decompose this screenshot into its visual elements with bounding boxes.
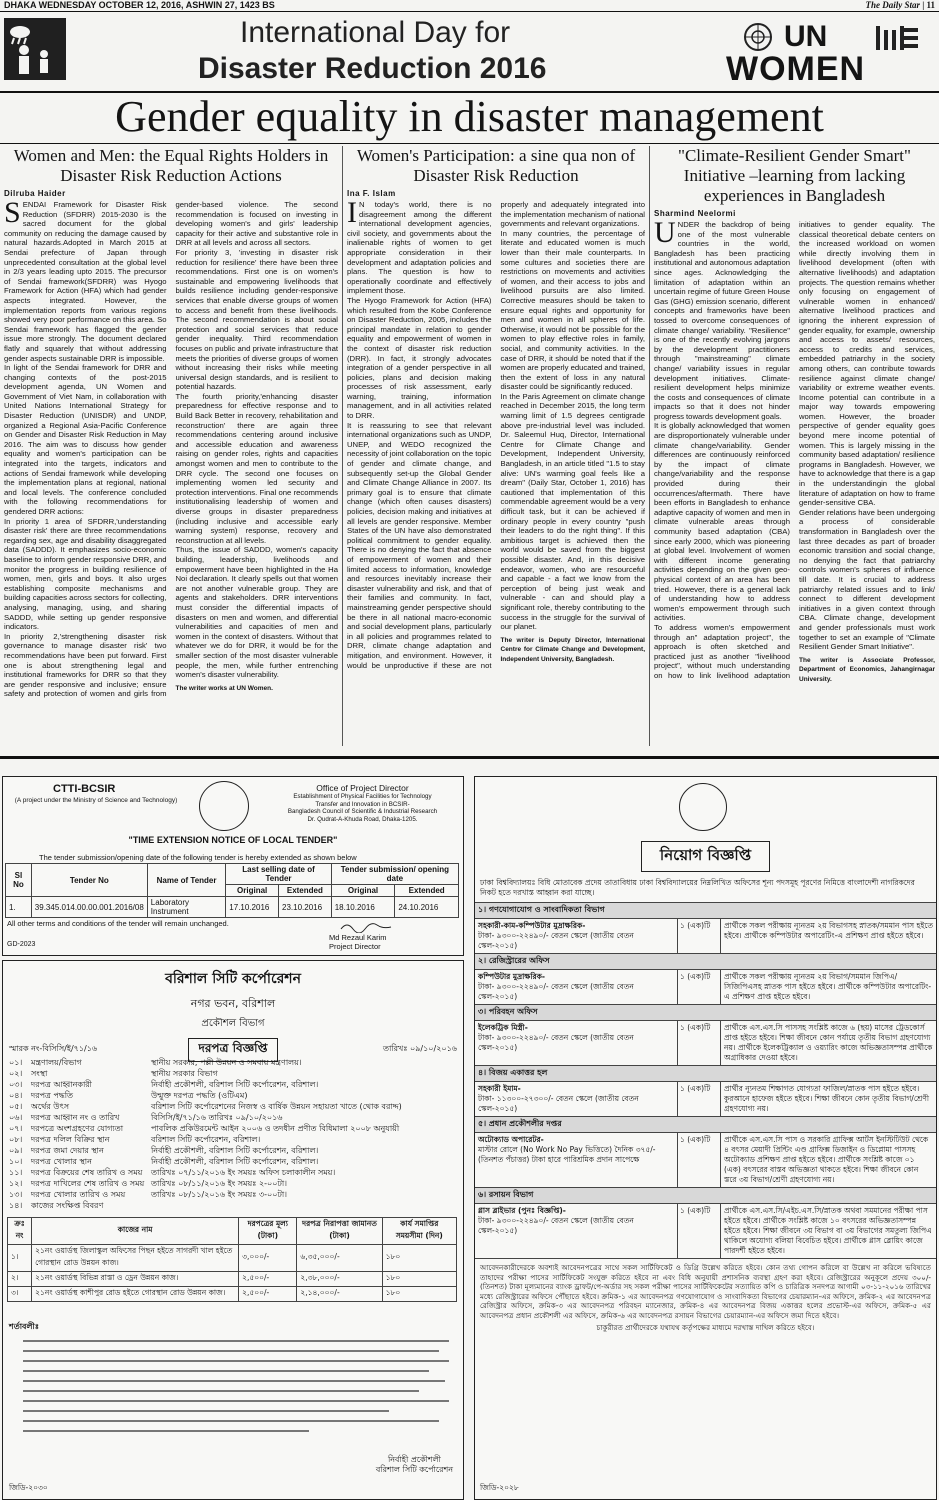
post-title: অটোক্যাড অপারেটর- [478, 1135, 544, 1144]
section-rule [0, 756, 939, 759]
job-notice-ad [474, 776, 937, 1500]
banner-line-2: Disaster Reduction 2016 [198, 52, 547, 85]
cell: ১৮০ [382, 1245, 456, 1272]
paragraph: In priority 2,'strengthening disaster risk governance to manage disaster risk' two recommendations have been put forward. First one is about strengthening legal and institutional frameworks for DRR so that they are gender responsive and inclusive; ensure safety and protection of women and girls from gender-based violence. The second recommendation is focused on investing in developing women's and girls' leadership capacity for their active and substantive role in DRR at all levels and across all sectors. [4, 200, 338, 699]
paragraph: In light of the Sendai framework for DRR and changing contexts of the post-2015 development agenda, UN Women and Government of Viet Nam, in collaboration with United Nations International Strategy for Disaster Reduction (UNISDR) and UNDP, organized a Regional Asia-Pacific Conference on Gender and Disaster Risk Reduction in May 2016. The aim was to discuss how gender equality and women's participation can be integrated into the targets, indicators and actions of Sendai framework while developing the implementation plans at regional, national and local levels. The conference concluded with the following recommendations for gendered DRR actions: [4, 363, 167, 516]
office-line: Bangladesh Council of Scientific & Industrial Research [287, 808, 438, 815]
row-value: উন্মুক্ত দরপত্র পদ্ধতি (ওটিএম) [151, 1091, 248, 1100]
post-count: ১ (এক)টি [678, 919, 721, 953]
row-label: দরপত্র বিক্রয়ের শেষ তারিখ ও সময় [31, 1168, 143, 1177]
row-no: ১১। [9, 1168, 23, 1177]
row-value: তারিখঃ ০৮/১১/২০১৬ ইং সময়ঃ ৩-০০টা। [151, 1190, 288, 1199]
cell: ১। [8, 1245, 32, 1272]
article-2 [347, 146, 645, 742]
post-title: কম্পিউটার মুদ্রাক্ষরিক- [478, 972, 545, 981]
tender-notice-ad [2, 776, 464, 956]
job-row [475, 1081, 936, 1116]
writer-note: The writer works at UN Women. [175, 684, 273, 692]
row-value: তারিখঃ ০৭/১১/২০১৬ ইং সময়ঃ অফিস চলাকালীন সময়। [151, 1168, 336, 1177]
row-no: ১০। [9, 1157, 23, 1166]
cell: ২,৫০০/- [239, 1272, 297, 1287]
requirements: প্রার্থীর ন্যূনতম শিক্ষাগত যোগ্যতা ফাজিল/স্নাতক পাস হইতে হইবে। কুরআনে হাফেজ হইতে হইবে। শিক্ষা জীবনে কোন তৃতীয় বিভাগ/শ্রেণী গ্রহণযোগ্য নয়। [724, 1084, 930, 1113]
row-label: মন্ত্রণালয়/বিভাগ [31, 1058, 82, 1067]
col-header: দরপত্রের মূল্য (টাকা) [239, 1218, 297, 1245]
paragraph: The Hyogo Framework for Action (HFA) which resulted from the Kobe Conference on Disaster Reduction, 2005, includes the principal mandate in relation to gender equality and empowerment of women in the context of disaster risk reduction (DRR). In fact, it strongly advocates integration of a gender perspective in all policies, plans and decision making processes of risk assessment, early warning, training, information management, and in all activities related to DRR. [347, 295, 492, 421]
paragraph: It is reassuring to see that relevant international organizations such as UNDP, UNEP, and WEDO recognized the necessity of joint collaboration on the topic of gender and climate change, and subsequently set-up the Global Gender and Climate Change Alliance in 2007. Its primary goal is to ensure that climate change (which often causes disasters) policies, decision making and initiatives at all levels are gender responsive. Member States of the UN have also demonstrated political commitment to gender equality. There is no denying the fact that absence of empowerment of women and their limited access to information, knowledge and resources inevitably increase their disaster vulnerability and risk, and that of their families and community. In fact, mainstreaming gender perspective should be there in all national macro-economic and social development plans, particularly in all policies and programmes related to DRR, climate change adaptation and mitigation, and environment. However, it would be unproductive if these are not properly and adequately integrated into the implementation mechanism of national governments and relevant organizations. [347, 200, 645, 670]
post-title: সহকারী ইমাম- [478, 1084, 521, 1093]
writer-note: The writer is Deputy Director, International Centre for Climate Change and Development, Independent University, Bangladesh. [500, 636, 645, 663]
cell: ২,১৪,০০০/- [297, 1287, 382, 1302]
section-head: ২। রেজিস্ট্রারের অফিস [475, 953, 936, 969]
row-label: কাজের সংক্ষিপ্ত বিবরণ [31, 1201, 104, 1210]
banner-line-1: International Day for [240, 16, 511, 49]
byline: Dilruba Haider [4, 189, 66, 198]
section-head: ৪। বিজয় একাত্তর হল [475, 1065, 936, 1081]
office-block [265, 783, 460, 823]
row-label: দরপত্র পদ্ধতি [31, 1091, 74, 1100]
info-row [9, 1156, 457, 1167]
office-line: Establishment of Physical Facilities for Technology [293, 793, 432, 800]
cell: ২,৫০০/- [239, 1287, 297, 1302]
table-row [6, 897, 459, 918]
signatory [329, 933, 387, 951]
row-no: ০৯। [9, 1146, 23, 1155]
job-row [475, 1132, 936, 1187]
post-count: ১ (এক)টি [678, 970, 721, 1004]
job-row [475, 969, 936, 1004]
section-head: ৩। পরিবহন অফিস [475, 1004, 936, 1020]
people-umbrella-icon [4, 18, 66, 80]
cell: 24.10.2016 [395, 897, 459, 918]
job-footer-2: চাকুরীরত প্রার্থীদেরকে যথাযথ কর্তৃপক্ষের মাধ্যমে দরখাস্ত দাখিল করিতে হইবে। [596, 1323, 815, 1332]
requirements: প্রার্থীকে এস.এস.সি/এইচ.এস.সি/স্নাতক অথবা সমমানের পরীক্ষা পাস হইতে হইবে। প্রার্থীকে সংশ্লিষ্ট কাজে ১০ বৎসরের অভিজ্ঞতাসম্পন্ন হইতে হইবে। শিক্ষা জীবনে ৩য় বিভাগ বা ৩য় বিভাগের সমতুল্য জিপিএ থাকিলে অযোগ্য বলিয়া বিবেচিত হইবে। প্রার্থীকে গ্লাস ব্লোয়িং কাজে পারদর্শী হইতে হইবে। [724, 1206, 932, 1255]
row-label: সংস্থা [31, 1069, 48, 1078]
job-section [475, 1187, 936, 1259]
banner [0, 12, 939, 90]
cell: ৩। [8, 1287, 32, 1302]
post-title: গ্লাস ব্লাইভার (পুনঃ বিজ্ঞপ্তি)- [478, 1206, 566, 1215]
headline-rule [0, 143, 939, 144]
writer-note: The writer is Associate Professor, Department of Economics, Jahangirnagar University. [799, 656, 935, 683]
col-header: Name of Tender [147, 864, 226, 897]
row-value: নির্বাহী প্রকৌশলী, বরিশাল সিটি কর্পোরেশন, বরিশাল। [151, 1146, 319, 1155]
cell: ২১নং ওয়ার্ডস্থ কাশীপুর রোড হইতে গোরস্থান রোড উন্নয়ন কাজ। [32, 1287, 239, 1302]
cell: ১৮০ [382, 1287, 456, 1302]
tender-note: All other terms and conditions of the tender will remain unchanged. [7, 919, 229, 928]
section-head: ৫। প্রধান প্রকৌশলীর দপ্তর [475, 1116, 936, 1132]
job-row [475, 1203, 936, 1259]
requirements: প্রার্থীকে সকল পরীক্ষায় ন্যূনতম ২য় বিভাগসহ স্নাতক/সমমান পাস হইতে হইবে। প্রার্থীকে কম্পিউটার অপারেটিং-এ প্রশিক্ষণ প্রাপ্ত হইতে হইবে। [724, 921, 934, 940]
pay-scale: টাকা- ৯৩০০-২২৪৯০/- বেতন স্কেলে (জাতীয় বেতন স্কেল-২০১৫) [478, 1216, 634, 1235]
paragraph: Thus, the issue of SADDD, women's capacity building, leadership, livelihoods and empowerment have been highlighted in the Ha Noi declaration. It clearly spells out that women are not another vulnerable group. They are agents and stakeholders. DRR interventions must consider the differential impacts of disasters on men and women, and differential vulnerabilities and capacities of men and women in the context of disasters. Without that whatever we do for DRR, it would be for the smaller section of the most disaster vulnerable people, the men, while further entrenching women's disaster vulnerability. [175, 545, 338, 680]
info-row [9, 1079, 457, 1090]
tender-title: "TIME EXTENSION NOTICE OF LOCAL TENDER" [128, 835, 338, 845]
tender-intro: The tender submission/opening date of the following tender is hereby extended as shown below [39, 853, 357, 862]
post-count: ১ (এক)টি [678, 1133, 721, 1187]
paragraph: In priority 1 area of SFDRR,'understanding disaster risk' there are three recommendations regarding sex, age and disability disaggregated data (SADDD). It emphasizes socio-economic baseline to inform gender responsive DRR, and monitor the progress in building resilience of women, men, girls and boys. It also urges establishing composite mechanisms and building capacities across sectors for collecting, analysing, managing, using, and sharing SADDD, while setting up gender responsive indicators. [4, 516, 167, 632]
paragraph: In the Paris Agreement on climate change reached in December 2015, the long term warning limit of 1.5 degrees centigrade above pre-industrial level was included. Dr. Saleemul Huq, Director, International Centre for Climate Change and Development, Independent University, Bangladesh, in an article titled "1.5 to stay alive: UN's warming goal feels like a dream" (Daily Star, October 1, 2016) has cautioned that implementation of this commendable agreement would be a very difficult task, but it can be achieved if ordinary people in every country "push their leaders to do the right thing". If this ambitious target is achieved then the world would be saved from the biggest possible disaster. And, in this decisive endeavor, women, who are resourceful and capable - a fact we know from the perception of being just weak and vulnerable - can and should play a significant role, thereby contributing to the success in the struggle for the survival of our planet. [500, 391, 645, 632]
col-header: দরপত্র নিরাপত্তা জামানত (টাকা) [297, 1218, 382, 1245]
drop-cap: I [347, 196, 357, 229]
article-title: "Climate-Resilient Gender Smart" Initiative –learning from lacking experiences in Bangladesh [678, 146, 911, 205]
requirements: প্রার্থীকে এস.এস.সি পাসসহ সংশ্লিষ্ট কাজে ৬ (ছয়) মাসের ট্রেডকোর্স প্রাপ্ত হইতে হইবে। শিক্ষা জীবনে কোন পর্যায়ে তৃতীয় বিভাগ গ্রহণযোগ্য নয়। প্রার্থীকে ইলেকট্রিক্যাল ও ওয়্যারিং কাজে অভিজ্ঞতাসম্পন্ন প্রার্থীকে অগ্রাধিকার দেওয়া হইবে। [724, 1023, 933, 1062]
article-3 [654, 146, 935, 742]
masthead [0, 0, 939, 11]
row-label: অর্থের উৎস [31, 1102, 70, 1111]
cell: ৩,০০০/- [239, 1245, 297, 1272]
article-1 [4, 146, 338, 742]
row-value: নির্বাহী প্রকৌশলী, বরিশাল সিটি কর্পোরেশন, বরিশাল। [151, 1080, 319, 1089]
post-count: ১ (এক)টি [678, 1021, 721, 1065]
info-row [9, 1123, 457, 1134]
row-no: ১৪। [9, 1201, 23, 1210]
logo-un: UN [784, 20, 828, 53]
works-table [7, 1217, 457, 1302]
paragraph: To address women's empowerment through an" adaptation project", the approach is often sketched and practiced just as another "livelihood project", without much understanding on how to link livelihood adaptation initiatives to gender equality. The classical theoretical debate centers on the increased workload on women while directly involving them in livelihood development (often with alternative livelihoods) and adaptation projects. The question remains whether only focusing on engagement of vulnerable women in enhanced/ alternative livelihood practices and ignoring the inherent expression of gender equality, for example, ownership and access to assets/ resources, access to credits and services, embedded patriarchy in the society among others, can contribute towards resilience against climate change/ variability or extreme weather events. Income potential can contribute in a major way towards empowering women. However, the broader perspective of gender equality goes beyond mere income potential of women. This is largely missing in the community based adaptation/ resilience programs in Bangladesh. However, we have to acknowledge that there is a gap in the understandingin the global literature of adaptation on how to frame gender-sensitive CBA. [654, 220, 935, 680]
row-label: দরপত্র জমা দেয়ার স্থান [31, 1146, 104, 1155]
job-section [475, 1065, 936, 1116]
tender-table [5, 863, 459, 918]
col-header: কাজের নাম [32, 1218, 239, 1245]
corp-title: বরিশাল সিটি কর্পোরেশন [165, 971, 301, 987]
job-intro: ঢাকা বিশ্ববিদ্যালয়ঃ বিধি মোতাবেক প্রদেয় তাতাবিধায় ঢাকা বিশ্ববিদ্যালয়ের নিম্নলিখিত অফিসের শূন্য পদসমূহ পূরণের নিমিত্তে বাংলাদেশী নাগরিকদের নিকট হতে দরখাস্ত আহ্বান করা যাচ্ছে। [480, 878, 915, 897]
info-list [9, 1057, 457, 1211]
info-row [9, 1090, 457, 1101]
col-header: Tender No [31, 864, 147, 897]
info-row [9, 1167, 457, 1178]
page-headline: Gender equality in disaster management [115, 92, 824, 141]
page-number: 11 [926, 0, 935, 10]
office-address [265, 793, 460, 823]
sub-header: Original [331, 885, 395, 897]
office-title: Office of Project Director [316, 783, 409, 793]
pay-scale: মাস্টার রোলে (No Work No Pay ভিত্তিতে) দৈনিক ৩৭৫/- (তিনশত পঁচাত্তর) টাকা হারে পারিশ্রমিক প্রদান সাপেক্ষে [478, 1145, 656, 1164]
pay-scale: টাকা- ৯৩০০-২২৪৯০/- বেতন স্কেলে (জাতীয় বেতন স্কেল-২০১৫) [478, 931, 634, 950]
sign-name: Md Rezaul Karim [329, 933, 387, 942]
tender-org: CTTI-BCSIR [53, 783, 116, 795]
notice-title: দরপত্র বিজ্ঞপ্তি [188, 1038, 279, 1062]
paragraph: For priority 3, 'investing in disaster risk reduction for resilience' there have been three recommendations. First one is on women's sustainable and empowering livelihoods that builds resilience including gender-responsive services that enable diverse groups of women to access and benefit from these livelihoods. The second recommendation is about social protection and social services that reduce gender inequality. Third recommendation focuses on public and private infrastructure that meets the priorities of diverse groups of women without increasing their risks while meeting universal design standards, and is resilient to potential hazards. [175, 247, 338, 392]
col-header: Tender submission/ opening date [331, 864, 458, 885]
row-value: বিসিসি/ই/৭১/১৬ তারিখঃ ০৯/১০/২০১৬ [151, 1113, 283, 1122]
section-head: ৬। রসায়ন বিভাগ [475, 1187, 936, 1203]
paragraph: In many countries, the percentage of literate and educated women is much lower than their male counterparts. In some cultures and societies there are restrictions on movements and activities of women, and their access to jobs and livelihood pursuits are also limited. Corrective measures should be taken to ensure equal rights and opportunity for men and women in all spheres of life. Otherwise, it would not be possible for the women to play effective roles in family, social, and community activities. In the case of DRR, it should be noted that if the women are properly educated and trained, then the extent of loss in any natural disaster could be significantly reduced. [500, 228, 645, 392]
row-value: বরিশাল সিটি কর্পোরেশন, বরিশাল। [151, 1135, 261, 1144]
paragraph: NDER the backdrop of being one of the most vulnerable countries in the world, Bangladesh has been practicing institutional and autonomous adaptation since ages. Acknowledging the limitation of adaptation within an uncertain regime of future Green House Gas (GHG) emission scenario, different concepts and frameworks have been tossed to overcome consequences of climate change/ variability. "Resilience" is one of the recently evolving jargons by the development practitioners through "mainstreaming" climate change/ variability issues in regular development initiatives. Climate-resilient development helps minimize the costs and consequences of climate impacts so that it does not hinder progress towards development goals. [654, 220, 790, 421]
row-no: ১৩। [9, 1190, 23, 1199]
cell: 17.10.2016 [226, 897, 279, 918]
article-body [654, 216, 935, 685]
sign-title: Project Director [329, 942, 381, 951]
ad-code: জিডি-২০৩০ [9, 1483, 48, 1492]
bcsir-seal-icon [199, 781, 249, 831]
info-row [9, 1101, 457, 1112]
memo-no: স্মারক নং-বিসিসি/ই/৭১/১৬ [9, 1044, 98, 1053]
info-row [9, 1057, 457, 1068]
byline: Sharmind Neelormi [654, 209, 736, 218]
pay-scale: টাকা- ৯৩০০-২২৪৯০/- বেতন স্কেলে (জাতীয় বেতন স্কেল-২০১৫) [478, 982, 634, 1001]
cell: ২। [8, 1272, 32, 1287]
row-label: দরপত্র দলিল বিক্রির স্থান [31, 1135, 110, 1144]
row-no: ০২। [9, 1069, 23, 1078]
info-row [9, 1189, 457, 1200]
un-emblem-icon [736, 22, 780, 52]
job-section [475, 1004, 936, 1065]
cell: 1. [6, 897, 32, 918]
article-title: Women and Men: the Equal Rights Holders in Disaster Risk Reduction Actions [13, 146, 329, 185]
corp-address: নগর ভবন, বরিশাল [190, 997, 276, 1010]
paragraph: ENDAI Framework for Disaster Risk Reduction (SFDRR) 2015-2030 is the sacred document for the global community on reducing the damage caused by natural hazards.Adopted in March 2015 at Sendai prefecture of Japan through unprecedented consultation at the global level in 2/3 years leading upto 2015. The precursor of Sendai framework(SFDRR) was Hyogo Framework for Action (HFA) which had gender aspects integrated. However, the implementation reports from various regions showed very poor performance on this area. So Sendai framework has flagged the gender issue more strongly. The document declared flatly and squarely that without addressing gender aspects sustainable DRR is impossible. [4, 200, 167, 363]
requirements: প্রার্থীকে এস.এস.সি পাস ও সরকারি গ্রাফিক্স আর্টস ইনস্টিটিউট থেকে ৪ বৎসর মেয়াদী প্রিন্টিং এণ্ড গ্রাফিক্স ডিজাইন ও ডিপ্লোমা পাসসহ অটোক্যাড প্রশিক্ষণ প্রাপ্ত হইতে হইবে। প্রার্থীকে সংশ্লিষ্ট কাজে ০১ (এক) বৎসরের বাস্তব অভিজ্ঞতা থাকতে হইবে। শিক্ষা জীবনে কোন স্তরে ৩য় বিভাগ/শ্রেণী গ্রহণযোগ্য নয়। [724, 1135, 929, 1184]
page-number-block: The Daily Star | 11 [865, 0, 935, 10]
row-label: দরপত্রে অংশগ্রহণের যোগ্যতা [31, 1124, 124, 1133]
post-count: ১ (এক)টি [678, 1082, 721, 1116]
cell: 18.10.2016 [331, 897, 395, 918]
cell: ২১নং ওয়ার্ডস্থ জিলাস্কুল অফিসের পিছন হইতে সাগরদী খাল হইতে গোরস্থান রোড উন্নয়ন কাজ। [32, 1245, 239, 1272]
row-label: দরপত্র আহ্বান নং ও তারিখ [31, 1113, 120, 1122]
conditions-text-placeholder [9, 1335, 455, 1435]
sub-header: Extended [279, 885, 332, 897]
row-no: ০৩। [9, 1080, 23, 1089]
row-label: দরপত্র দাখিলের শেষ তারিখ ও সময় [31, 1179, 145, 1188]
conditions-title: শর্তাবলীঃ [9, 1322, 40, 1331]
pay-scale: টাকা- ৯৩০০-২২৪৯০/- বেতন স্কেলে (জাতীয় বেতন স্কেল-২০১৫) [478, 1033, 634, 1052]
paragraph: It is globally acknowledged that women are disproportionately vulnerable under climate change/variability. Gender differences are continuously reinforced by the impact of climate change/variability and the response provided during their occurrences/aftermath. There have been efforts in Bangladesh to enhance adaptive capacity of women and men in climate vulnerable areas through community based adaptation (CBA) since early 2000, which was pioneering at global level. Involvement of women with different income generating activities depending on the given geo-physical context of an area has been tried. However, there is a general lack of understanding how to address women's empowerment through such activities. [654, 421, 790, 623]
table-row [8, 1287, 457, 1302]
info-row [9, 1068, 457, 1079]
ad-code: GD-2023 [7, 941, 36, 948]
row-value: স্থানীয় সরকার, পল্লী উন্নয়ন ও সমবায় মন্ত্রণালয়। [151, 1058, 302, 1067]
job-section [475, 902, 936, 953]
paragraph: The fourth priority,'enhancing disaster preparedness for effective response and to Build Back Better in recovery, rehabilitation and reconstruction' there are again three recommendations centering around inclusive and accessible education and awareness raising on gender roles, rights and capacities amongst women and men to contribute to the DRR cycle. The second one focuses on implementing women led security and protection interventions. Final one recommends institutionalising leadership of women and diverse groups in disaster preparedness (including inclusive and accessible early warning system) response, recovery and reconstruction at all levels. [175, 391, 338, 545]
dateline: DHAKA WEDNESDAY OCTOBER 12, 2016, ASHWIN 27, 1423 BS [4, 0, 275, 10]
corp-signatory [376, 1455, 453, 1475]
logo-women: WOMEN [726, 50, 866, 88]
cell: 23.10.2016 [279, 897, 332, 918]
info-row [9, 1200, 457, 1211]
cell: Laboratory Instrument [147, 897, 226, 918]
row-value: পাবলিক প্রকিউরমেন্ট আইন ২০০৬ ও তদধীন প্রণীত বিধিমালা ২০০৮ অনুযায়ী [151, 1124, 400, 1133]
tender-org-sub: (A project under the Ministry of Science and Technology) [14, 797, 178, 804]
paragraph: Gender relations have been undergoing a process of considerable transformation in Bangladesh over the last three decades as part of broader economic transition and social change, no denying the fact that patriarchy controls women's spheres of influence till date. It is crucial to address patriarchy related issues and to link/ connect to different development initiatives in a given context through CBA. Climate change, development and gender professionals must work together to set an example of "Climate Resilient Gender Smart Initiative". [799, 507, 935, 652]
cell: ২,৩৮,০০০/- [297, 1272, 382, 1287]
university-seal-icon [679, 783, 727, 831]
drop-cap: U [654, 216, 676, 249]
job-row [475, 1020, 936, 1065]
row-value: নির্বাহী প্রকৌশলী, বরিশাল সিটি কর্পোরেশন, বরিশাল। [151, 1157, 319, 1166]
col-header: Last selling date of Tender [226, 864, 331, 885]
row-value: স্থানীয় সরকার বিভাগ [151, 1069, 218, 1078]
job-footer: আবেদনকারীদেরকে অবশ্যই আবেদনপত্রের সাথে সকল সার্টিফিকেট ও ডিগ্রি উল্লেখ করিতে হইবে। কোন তথ্য গোপন করিলে বা উল্লেখ না করিলে ভবিষ্যতে তাহাদের পরীক্ষা পাসের সার্টিফিকেট সংযুক্ত করিতে হইবে না এবং বিধি অনুযায়ী প্রশাসনিক ব্যবস্থা গ্রহণ করা হইবে। রেজিস্ট্রারের অনুকূলে প্রদেয় ৩০০/- (তিনশত) টাকা মূল্যমানের ব্যাংক ড্রাফট/পে-অর্ডার সহ সকল পরীক্ষা পাসের সার্টিফিকেটের সত্যায়িত কপি ও চারিত্রিক সনদপত্র আগামী ০৩-১১-২০১৬ তারিখের মধ্যে রেজিস্ট্রারের অফিসে পৌঁছাতে হইবে। ক্রমিক-১ এর আবেদনপত্র গণযোগাযোগ ও সাংবাদিকতা বিভাগের চেয়ারম্যান-এর অফিসে, ক্রমিক-২ এর আবেদনপত্র রেজিস্ট্রার অফিসে, ক্রমিক-৩ এর আবেদনপত্র পরিবহন ম্যানেজার, ক্রমিক-৪ এর আবেদনপত্র বিজয় একাত্তর হলের প্রভোস্ট-এর অফিসে, ক্রমিক-৫ এর আবেদনপত্র প্রধান প্রকৌশলী এর অফিসে, ক্রমিক-৬ এর আবেদনপত্র রসায়ন বিভাগের চেয়ারম্যান-এর অফিসে জমা দিতে হইবে। [480, 1263, 931, 1320]
row-label: দরপত্র আহ্বানকারী [31, 1080, 92, 1089]
office-line: Transfer and Innovation in BCSIR- [315, 800, 410, 808]
table-row [8, 1272, 457, 1287]
notice-title: নিয়োগ বিজ্ঞপ্তি [641, 841, 770, 872]
cell: ২১নং ওয়ার্ডস্থ বিভিন্ন রাস্তা ও ড্রেন উন্নয়ন কাজ। [32, 1272, 239, 1287]
row-no: ০৬। [9, 1113, 23, 1122]
table-row [8, 1245, 457, 1272]
section-head: ১। গণযোগাযোগ ও সাংবাদিকতা বিভাগ [475, 902, 936, 918]
article-title: Women's Participation: a sine qua non of Disaster Risk Reduction [356, 146, 636, 185]
row-value: বরিশাল সিটি কর্পোরেশনের নিজস্ব ও বার্ষিক উন্নয়ন সহায়তা খাতে (থোক বরাদ্দ) [151, 1102, 402, 1111]
sign-org: বরিশাল সিটি কর্পোরেশন [375, 1465, 453, 1474]
column-divider [342, 146, 343, 746]
byline: Ina F. Islam [347, 189, 396, 198]
info-row [9, 1145, 457, 1156]
un-women-mark-icon [874, 24, 920, 54]
cell: ১৮০ [382, 1272, 456, 1287]
row-label: দরপত্র খোলার তারিখ ও সময় [31, 1190, 126, 1199]
paragraph: N today's world, there is no disagreement among the different international development agencies, civil society, and governments about the inalienable rights of women to get appropriate consideration in their development and adaptation policies and plans. The question is how to operationally coordinate and effectively implement those. [347, 200, 492, 296]
row-label: দরপত্র খোলার স্থান [31, 1157, 92, 1166]
row-no: ১২। [9, 1179, 23, 1188]
row-no: ০১। [9, 1058, 23, 1067]
row-no: ০৫। [9, 1102, 23, 1111]
sub-header: Extended [395, 885, 459, 897]
post-title: ইলেকট্রিক মিস্ত্রী- [478, 1023, 528, 1032]
article-body [347, 196, 645, 670]
info-row [9, 1112, 457, 1123]
pay-scale: টাকা- ১১৩০০-২৭৩০০/- বেতন স্কেলে (জাতীয় বেতন স্কেল-২০১৫) [478, 1094, 639, 1113]
signature-icon [339, 921, 399, 933]
article-body [4, 196, 338, 699]
cell: 39.345.014.00.00.001.2016/08 [31, 897, 147, 918]
un-women-logo [724, 22, 934, 86]
job-section [475, 953, 936, 1004]
paper-name: The Daily Star [865, 0, 920, 10]
job-row [475, 918, 936, 953]
post-count: ১ (এক)টি [678, 1204, 721, 1258]
col-header: ক্রঃ নং [8, 1218, 32, 1245]
row-no: ০৭। [9, 1124, 23, 1133]
row-no: ০৮। [9, 1135, 23, 1144]
info-row [9, 1134, 457, 1145]
row-value: তারিখঃ ০৮/১১/২০১৬ ইং সময়ঃ ২-০০টা। [151, 1179, 288, 1188]
office-line: Dr. Qudrat-A-Khuda Road, Dhaka-1205. [307, 815, 418, 823]
row-no: ০৪। [9, 1091, 23, 1100]
info-row [9, 1178, 457, 1189]
job-section [475, 1116, 936, 1187]
cell: ৬,৩৫,০০০/- [297, 1245, 382, 1272]
conditions-text-lines [9, 1335, 455, 1435]
corp-dept: প্রকৌশল বিভাগ [201, 1018, 265, 1029]
sign-title: নির্বাহী প্রকৌশলী [387, 1455, 441, 1464]
col-header: কার্য সমাপ্তির সময়সীমা (দিন) [382, 1218, 456, 1245]
ad-code: জিডি-২০২৮ [480, 1483, 519, 1492]
col-header: Sl No [6, 864, 32, 897]
barishal-tender-ad [2, 960, 464, 1500]
sub-header: Original [226, 885, 279, 897]
post-title: সহকারী-কাম-কম্পিউটার মুদ্রাক্ষরিক- [478, 921, 586, 930]
drop-cap: S [4, 196, 21, 229]
memo-date: তারিখঃ ০৯/১০/২০১৬ [382, 1044, 457, 1053]
column-divider [649, 146, 650, 746]
requirements: প্রার্থীকে সকল পরীক্ষায় ন্যূনতম ২য় বিভাগ/সমমান জিপিএ/সিজিপিএসহ স্নাতক পাস হইতে হইবে। প্রার্থীকে কম্পিউটার অপারেটিং-এ প্রশিক্ষণ প্রাপ্ত হইতে হইবে। [724, 972, 932, 1001]
